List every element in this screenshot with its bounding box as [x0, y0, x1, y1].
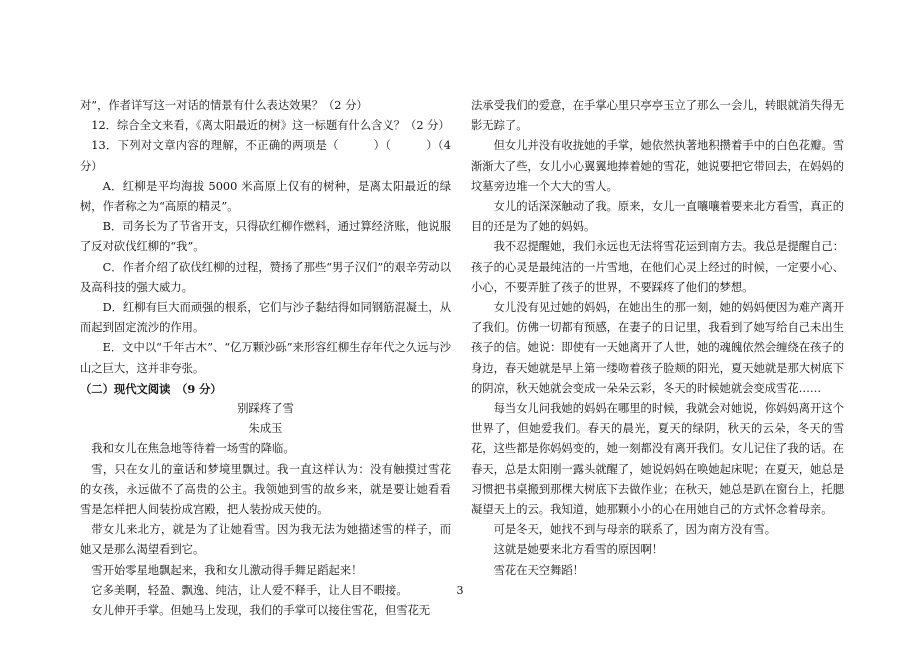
- story-paragraph: 但女儿并没有收拢她的手掌，她依然执著地积攒着手中的白色花瓣。雪渐渐大了些，女儿小心翼翼地捧着她的雪花，她说要把它带回去，在妈妈的坟墓旁边堆一个大大的雪人。: [471, 139, 844, 193]
- left-column: [80, 96, 451, 621]
- story-paragraph: 女儿的话深深触动了我。原来，女儿一直嚷嚷着要来北方看雪，真正的目的还是为了她的妈妈。: [471, 200, 844, 234]
- story-paragraph: 女儿伸开手掌。但她马上发现，我们的手掌可以接住雪花，但雪花无: [91, 604, 431, 618]
- option-c: C．作者介绍了砍伐红柳的过程，赞扬了那些“男子汉们”的艰辛劳动以及高科技的强大威力。: [80, 260, 451, 294]
- story-paragraph: 雪，只在女儿的童话和梦境里飘过。我一直这样认为：没有触摸过雪花的女孩，永远做不了高贵的公主。我领她到雪的故乡来，就是要让她看看雪是怎样把人间装扮成宫殿，把人装扮成天使的。: [80, 462, 451, 517]
- story-paragraph: 我和女儿在焦急地等待着一场雪的降临。: [91, 442, 295, 456]
- question-12: 12．综合全文来看，《离太阳最近的树》这一标题有什么含义？（2 分）: [91, 119, 450, 133]
- story-paragraph: 雪花在天空舞蹈！: [493, 563, 584, 577]
- story-paragraph: 带女儿来北方，就是为了让她看雪。因为我无法为她描述雪的样子，而她又是那么渴望看到它。: [80, 523, 451, 557]
- option-b: B．司务长为了节省开支，只得砍红柳作燃料，通过算经济账，他说服了反对砍伐红柳的“我”。: [80, 220, 451, 254]
- option-d: D．红柳有巨大而顽强的根系，它们与沙子黏结得如同钢筋混凝土，从而起到固定流沙的作用。: [80, 301, 451, 335]
- story-paragraph: 这就是她要来北方看雪的原因啊！: [493, 543, 664, 557]
- story-author: 朱成玉: [248, 422, 283, 436]
- story-paragraph: 雪开始零星地飘起来，我和女儿激动得手舞足蹈起来！: [91, 563, 363, 577]
- option-e: E．文中以“千年古木”、“亿万颗沙砾”来形容红柳生存年代之久远与沙山之巨大，这并非夸张。: [80, 341, 451, 375]
- option-a: A．红柳是平均海拔 5000 米高原上仅有的树种，是离太阳最近的绿树，作者称之为“高原的精灵”。: [80, 179, 451, 214]
- right-column: [471, 96, 844, 581]
- page-number: 3: [456, 584, 464, 597]
- story-title: 别踩疼了雪: [237, 402, 294, 416]
- story-paragraph: 我不忍提醒她，我们永远也无法将雪花运到南方去。我总是提醒自己：孩子的心灵是最纯洁的一片雪地，在他们心灵上经过的时候，一定要小心、小心，不要弄脏了孩子的世界，不要踩疼了他们的梦想。: [471, 240, 844, 294]
- question-13: 13．下列对文章内容的理解，不正确的两项是（ ）（ ）（4分）: [80, 139, 451, 173]
- story-paragraph: 可是冬天，她找不到与母亲的联系了，因为南方没有雪。: [493, 523, 777, 537]
- section-heading: （二）现代文阅读 （9 分）: [80, 381, 222, 396]
- story-paragraph: 它多美啊，轻盈、飘逸、纯洁，让人爱不释手，让人目不暇接。: [91, 583, 408, 597]
- question-11-tail: 对”，作者详写这一对话的情景有什么表达效果？（2 分）: [80, 99, 368, 112]
- story-paragraph: 女儿没有见过她的妈妈，在她出生的那一刻，她的妈妈便因为难产离开了我们。仿佛一切都有预感，在妻子的日记里，我看到了她写给自己未出生孩子的信。她说：即使有一天她离开了人世，她的魂魄依然会缠绕在孩子的身边，春天她就是早上第一缕吻着孩子脸颊的阳光，夏天她就是那大树底下的阴凉，秋天她就会变成一朵朵云彩，冬天的时候她就会变成雪花……: [471, 301, 844, 395]
- story-paragraph: 每当女儿问我她的妈妈在哪里的时候，我就会对她说，你妈妈离开这个世界了，但她爱我们。春天的晨光，夏天的绿阴，秋天的云朵，冬天的雪花，这些都是你妈妈变的，她一刻都没有离开我们。女儿记住了我的话。在春天，总是太阳刚一露头就醒了，她说妈妈在唤她起床呢；在夏天，她总是习惯把书桌搬到那棵大树底下去做作业；在秋天，她总是趴在窗台上，托腮凝望天上的云。我知道，她那颗小小的心在用她自己的方式怀念着母亲。: [471, 402, 844, 517]
- story-paragraph: 法承受我们的爱意，在手掌心里只亭亭玉立了那么一会儿，转眼就消失得无影无踪了。: [471, 99, 844, 133]
